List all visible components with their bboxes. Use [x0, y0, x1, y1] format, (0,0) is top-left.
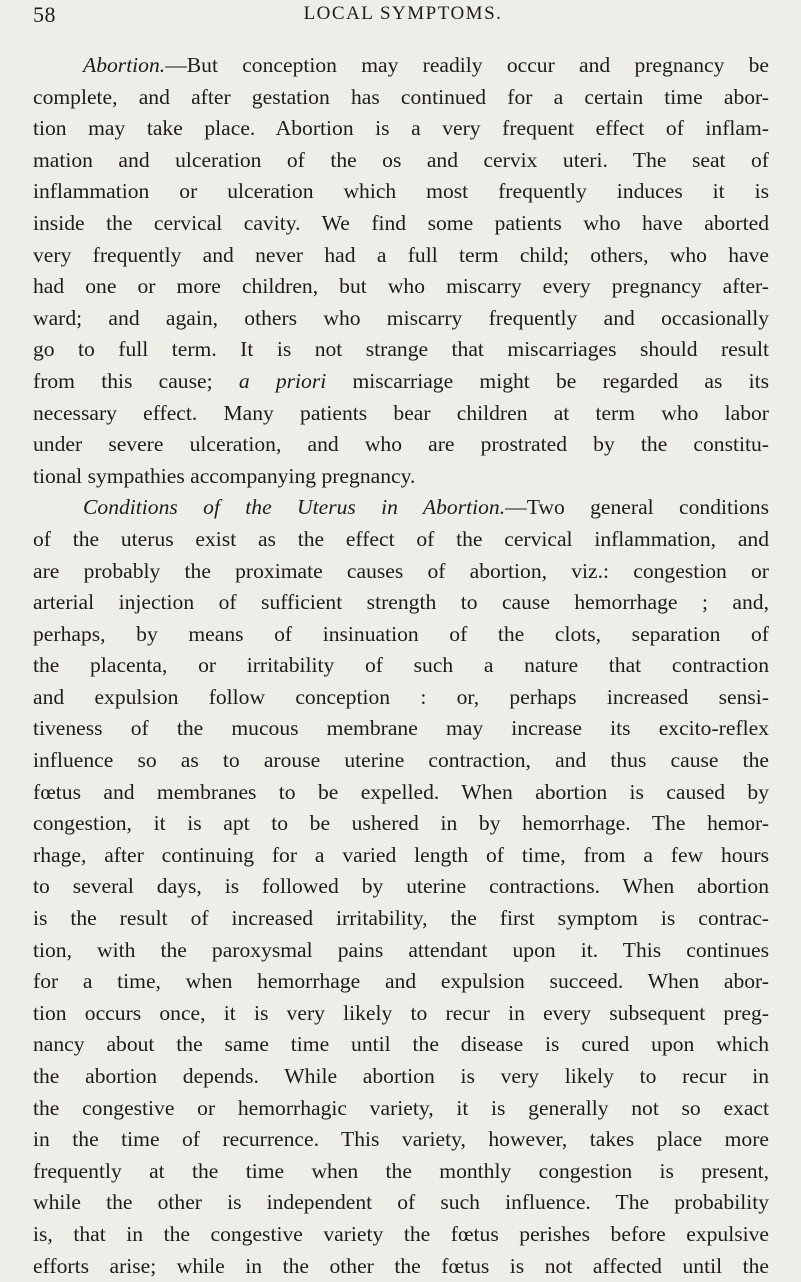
text-line: complete, and after gestation has continued for a certain time abor- — [33, 84, 769, 109]
page-header — [33, 0, 773, 30]
text-line: congestion, it is apt to be ushered in by hemorrhage. The hemor- — [33, 811, 769, 836]
text-line: the abortion depends. While abortion is very likely to recur in — [33, 1064, 769, 1088]
text-line: while the other is independent of such influence. The probability — [33, 1190, 769, 1215]
text-line: the congestive or hemorrhagic variety, it is generally not so exact — [33, 1095, 769, 1120]
section-heading-abortion: Abortion. — [83, 53, 166, 77]
text-line: nancy about the same time until the disease is cured upon which — [33, 1032, 769, 1057]
text-line: Conditions of the Uterus in Abortion.—Two general conditions — [83, 495, 769, 520]
text-line: ward; and again, others who miscarry frequently and occasionally — [33, 305, 769, 330]
text-line: perhaps, by means of insinuation of the clots, separation of — [33, 621, 769, 646]
text-line: tional sympathies accompanying pregnancy. — [33, 463, 416, 488]
text-line: Abortion.—But conception may readily occur and pregnancy be — [83, 53, 769, 77]
text-line: influence so as to arouse uterine contraction, and thus cause the — [33, 748, 769, 773]
text-line: necessary effect. Many patients bear children at term who labor — [33, 400, 769, 425]
text-line: tiveness of the mucous membrane may increase its excito-reflex — [33, 716, 769, 741]
text-line: for a time, when hemorrhage and expulsion succeed. When abor- — [33, 969, 769, 994]
body-text — [33, 50, 769, 1282]
text-line: in the time of recurrence. This variety, however, takes place more — [33, 1127, 769, 1152]
text-line: very frequently and never had a full term child; others, who have — [33, 242, 769, 267]
page-number: 58 — [33, 2, 56, 27]
text-line: under severe ulceration, and who are prostrated by the constitu- — [33, 432, 769, 457]
text-line: are probably the proximate causes of abortion, viz.: congestion or — [33, 558, 769, 583]
running-head: LOCAL SYMPTOMS. — [303, 3, 503, 24]
text-line: to several days, is followed by uterine contractions. When abortion — [33, 874, 769, 899]
latin-phrase: a priori — [238, 368, 327, 393]
text-line: the placenta, or irritability of such a nature that contraction — [33, 653, 769, 678]
section-heading-conditions: Conditions of the Uterus in Abortion. — [83, 495, 506, 520]
text-line: tion, with the paroxysmal pains attendant upon it. This continues — [33, 937, 769, 962]
text-line: is the result of increased irritability, the first symptom is contrac- — [33, 906, 769, 931]
text-line: frequently at the time when the monthly congestion is present, — [33, 1158, 769, 1183]
text-line: inflammation or ulceration which most frequently induces it is — [33, 179, 769, 204]
text-line: inside the cervical cavity. We find some patients who have aborted — [33, 210, 769, 235]
text-line: is, that in the congestive variety the fœtus perishes before expulsive — [33, 1221, 769, 1246]
text-line: efforts arise; while in the other the fœtus is not affected until the — [33, 1253, 769, 1278]
text-line: mation and ulceration of the os and cervix uteri. The seat of — [33, 147, 769, 172]
text-line: had one or more children, but who miscarry every pregnancy after- — [33, 274, 769, 299]
text-line: of the uterus exist as the effect of the cervical inflammation, and — [33, 526, 769, 551]
text-line: and expulsion follow conception : or, perhaps increased sensi- — [33, 684, 769, 709]
text-line: tion may take place. Abortion is a very frequent effect of inflam- — [33, 116, 769, 141]
text-line: arterial injection of sufficient strength to cause hemorrhage ; and, — [33, 590, 769, 615]
text-line: tion occurs once, it is very likely to recur in every subsequent preg- — [33, 1000, 769, 1025]
text-line: go to full term. It is not strange that miscarriages should result — [33, 337, 769, 362]
text-line: from this cause; a priori miscarriage might be regarded as its — [33, 368, 769, 393]
text-line: rhage, after continuing for a varied length of time, from a few hours — [33, 842, 769, 867]
text-line: fœtus and membranes to be expelled. When abortion is caused by — [33, 779, 769, 804]
